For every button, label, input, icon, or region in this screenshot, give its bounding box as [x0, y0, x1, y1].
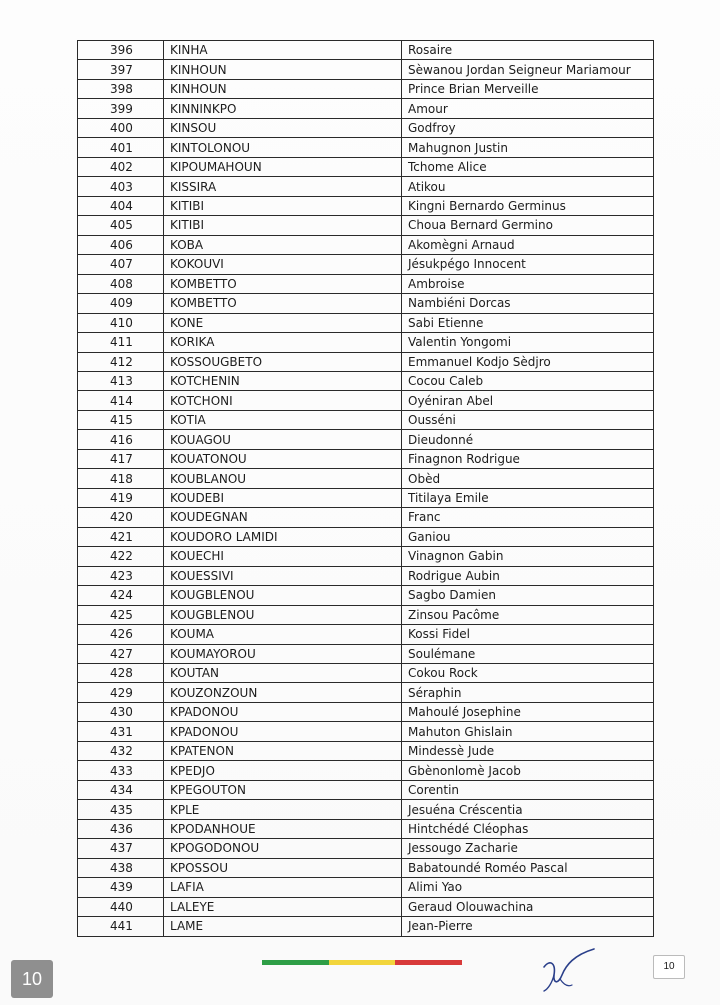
surname-cell: KOUGBLENOU	[164, 586, 402, 605]
surname-cell: KOBA	[164, 235, 402, 254]
table-row	[78, 683, 654, 702]
flag-red-stripe	[395, 960, 462, 965]
surname-cell: KOUBLANOU	[164, 469, 402, 488]
surname-cell: KPADONOU	[164, 702, 402, 721]
row-number-cell: 431	[78, 722, 164, 741]
surname-cell: KOTCHENIN	[164, 371, 402, 390]
table-row	[78, 177, 654, 196]
row-number-cell: 401	[78, 138, 164, 157]
given-name-cell: Corentin	[402, 780, 654, 799]
given-name-cell: Ousséni	[402, 410, 654, 429]
row-number-cell: 426	[78, 625, 164, 644]
surname-cell: KINTOLONOU	[164, 138, 402, 157]
given-name-cell: Séraphin	[402, 683, 654, 702]
table-row	[78, 527, 654, 546]
national-colors-bar	[262, 960, 462, 965]
row-number-cell: 421	[78, 527, 164, 546]
given-name-cell: Akomègni Arnaud	[402, 235, 654, 254]
given-name-cell: Kingni Bernardo Germinus	[402, 196, 654, 215]
table-row	[78, 371, 654, 390]
surname-cell: KITIBI	[164, 196, 402, 215]
surname-cell: KONE	[164, 313, 402, 332]
surname-cell: KOTIA	[164, 410, 402, 429]
table-row	[78, 917, 654, 936]
row-number-cell: 435	[78, 800, 164, 819]
given-name-cell: Rodrigue Aubin	[402, 566, 654, 585]
row-number-cell: 424	[78, 586, 164, 605]
table-row	[78, 566, 654, 585]
row-number-cell: 419	[78, 488, 164, 507]
given-name-cell: Sabi Etienne	[402, 313, 654, 332]
row-number-cell: 430	[78, 702, 164, 721]
row-number-cell: 407	[78, 255, 164, 274]
table-row	[78, 508, 654, 527]
given-name-cell: Valentin Yongomi	[402, 333, 654, 352]
row-number-cell: 400	[78, 118, 164, 137]
row-number-cell: 414	[78, 391, 164, 410]
surname-cell: KOUDEBI	[164, 488, 402, 507]
given-name-cell: Sèwanou Jordan Seigneur Mariamour	[402, 60, 654, 79]
table-row	[78, 897, 654, 916]
row-number-cell: 420	[78, 508, 164, 527]
table-row	[78, 216, 654, 235]
surname-cell: KINNINKPO	[164, 99, 402, 118]
row-number-cell: 438	[78, 858, 164, 877]
table-row	[78, 488, 654, 507]
surname-cell: KISSIRA	[164, 177, 402, 196]
surname-cell: KIPOUMAHOUN	[164, 157, 402, 176]
table-row	[78, 333, 654, 352]
surname-cell: KPADONOU	[164, 722, 402, 741]
table-row	[78, 99, 654, 118]
table-row	[78, 722, 654, 741]
row-number-cell: 404	[78, 196, 164, 215]
surname-cell: KOUESSIVI	[164, 566, 402, 585]
surname-cell: KPEDJO	[164, 761, 402, 780]
table-row	[78, 274, 654, 293]
table-row	[78, 741, 654, 760]
given-name-cell: Jésukpégo Innocent	[402, 255, 654, 274]
given-name-cell: Ganiou	[402, 527, 654, 546]
given-name-cell: Hintchédé Cléophas	[402, 819, 654, 838]
surname-cell: KOTCHONI	[164, 391, 402, 410]
given-name-cell: Finagnon Rodrigue	[402, 449, 654, 468]
row-number-cell: 439	[78, 878, 164, 897]
given-name-cell: Mindessè Jude	[402, 741, 654, 760]
given-name-cell: Ambroise	[402, 274, 654, 293]
surname-cell: KOMBETTO	[164, 294, 402, 313]
table-row	[78, 702, 654, 721]
page-number: 10	[653, 955, 685, 979]
row-number-cell: 413	[78, 371, 164, 390]
table-row	[78, 138, 654, 157]
surname-cell: KOSSOUGBETO	[164, 352, 402, 371]
table-row	[78, 644, 654, 663]
given-name-cell: Godfroy	[402, 118, 654, 137]
row-number-cell: 410	[78, 313, 164, 332]
row-number-cell: 411	[78, 333, 164, 352]
row-number-cell: 440	[78, 897, 164, 916]
surname-cell: KOUECHI	[164, 547, 402, 566]
table-row	[78, 352, 654, 371]
given-name-cell: Oyéniran Abel	[402, 391, 654, 410]
given-name-cell: Amour	[402, 99, 654, 118]
surname-cell: KITIBI	[164, 216, 402, 235]
given-name-cell: Mahoulé Josephine	[402, 702, 654, 721]
row-number-cell: 432	[78, 741, 164, 760]
surname-cell: LAME	[164, 917, 402, 936]
given-name-cell: Nambiéni Dorcas	[402, 294, 654, 313]
surname-cell: KPOGODONOU	[164, 839, 402, 858]
surname-cell: KOUDEGNAN	[164, 508, 402, 527]
surname-cell: KINSOU	[164, 118, 402, 137]
row-number-cell: 418	[78, 469, 164, 488]
row-number-cell: 406	[78, 235, 164, 254]
row-number-cell: 402	[78, 157, 164, 176]
surname-cell: KOMBETTO	[164, 274, 402, 293]
row-number-cell: 416	[78, 430, 164, 449]
given-name-cell: Tchome Alice	[402, 157, 654, 176]
given-name-cell: Rosaire	[402, 41, 654, 60]
given-name-cell: Cocou Caleb	[402, 371, 654, 390]
row-number-cell: 415	[78, 410, 164, 429]
table-row	[78, 313, 654, 332]
row-number-cell: 408	[78, 274, 164, 293]
given-name-cell: Titilaya Emile	[402, 488, 654, 507]
surname-cell: KPLE	[164, 800, 402, 819]
surname-cell: KINHOUN	[164, 60, 402, 79]
flag-yellow-stripe	[329, 960, 396, 965]
row-number-cell: 405	[78, 216, 164, 235]
given-name-cell: Vinagnon Gabin	[402, 547, 654, 566]
row-number-cell: 441	[78, 917, 164, 936]
surname-cell: KOUZONZOUN	[164, 683, 402, 702]
row-number-cell: 399	[78, 99, 164, 118]
surname-cell: KOUMAYOROU	[164, 644, 402, 663]
given-name-cell: Zinsou Pacôme	[402, 605, 654, 624]
table-row	[78, 819, 654, 838]
table-row	[78, 761, 654, 780]
given-name-cell: Cokou Rock	[402, 664, 654, 683]
viewer-page-badge[interactable]: 10	[11, 960, 53, 998]
given-name-cell: Mahuton Ghislain	[402, 722, 654, 741]
handwritten-signature	[540, 945, 600, 995]
flag-green-stripe	[262, 960, 329, 965]
surname-cell: KOKOUVI	[164, 255, 402, 274]
names-table	[77, 40, 654, 937]
given-name-cell: Obèd	[402, 469, 654, 488]
row-number-cell: 437	[78, 839, 164, 858]
row-number-cell: 417	[78, 449, 164, 468]
given-name-cell: Kossi Fidel	[402, 625, 654, 644]
table-row	[78, 196, 654, 215]
surname-cell: KOUGBLENOU	[164, 605, 402, 624]
table-row	[78, 605, 654, 624]
given-name-cell: Choua Bernard Germino	[402, 216, 654, 235]
row-number-cell: 409	[78, 294, 164, 313]
row-number-cell: 396	[78, 41, 164, 60]
table-row	[78, 391, 654, 410]
surname-cell: KORIKA	[164, 333, 402, 352]
given-name-cell: Prince Brian Merveille	[402, 79, 654, 98]
row-number-cell: 422	[78, 547, 164, 566]
surname-cell: LALEYE	[164, 897, 402, 916]
row-number-cell: 403	[78, 177, 164, 196]
surname-cell: KPATENON	[164, 741, 402, 760]
given-name-cell: Jean-Pierre	[402, 917, 654, 936]
given-name-cell: Sagbo Damien	[402, 586, 654, 605]
surname-cell: KOUMA	[164, 625, 402, 644]
table-row	[78, 586, 654, 605]
surname-cell: KOUATONOU	[164, 449, 402, 468]
table-row	[78, 60, 654, 79]
surname-cell: KOUDORO LAMIDI	[164, 527, 402, 546]
table-row	[78, 858, 654, 877]
table-row	[78, 255, 654, 274]
table-row	[78, 469, 654, 488]
table-row	[78, 118, 654, 137]
row-number-cell: 423	[78, 566, 164, 585]
table-row	[78, 547, 654, 566]
surname-cell: KPODANHOUE	[164, 819, 402, 838]
table-row	[78, 430, 654, 449]
given-name-cell: Gbènonlomè Jacob	[402, 761, 654, 780]
table-row	[78, 839, 654, 858]
table-row	[78, 625, 654, 644]
given-name-cell: Soulémane	[402, 644, 654, 663]
table-row	[78, 79, 654, 98]
given-name-cell: Emmanuel Kodjo Sèdjro	[402, 352, 654, 371]
row-number-cell: 427	[78, 644, 164, 663]
given-name-cell: Jessougo Zacharie	[402, 839, 654, 858]
given-name-cell: Dieudonné	[402, 430, 654, 449]
surname-cell: KINHOUN	[164, 79, 402, 98]
table-row	[78, 878, 654, 897]
surname-cell: KOUAGOU	[164, 430, 402, 449]
row-number-cell: 434	[78, 780, 164, 799]
table-row	[78, 780, 654, 799]
given-name-cell: Jesuéna Créscentia	[402, 800, 654, 819]
given-name-cell: Atikou	[402, 177, 654, 196]
table-row	[78, 294, 654, 313]
table-row	[78, 410, 654, 429]
table-row	[78, 41, 654, 60]
row-number-cell: 398	[78, 79, 164, 98]
row-number-cell: 428	[78, 664, 164, 683]
given-name-cell: Babatoundé Roméo Pascal	[402, 858, 654, 877]
given-name-cell: Franc	[402, 508, 654, 527]
given-name-cell: Alimi Yao	[402, 878, 654, 897]
surname-cell: KPOSSOU	[164, 858, 402, 877]
table-row	[78, 800, 654, 819]
given-name-cell: Geraud Olouwachina	[402, 897, 654, 916]
row-number-cell: 436	[78, 819, 164, 838]
row-number-cell: 429	[78, 683, 164, 702]
row-number-cell: 397	[78, 60, 164, 79]
row-number-cell: 425	[78, 605, 164, 624]
surname-cell: LAFIA	[164, 878, 402, 897]
table-row	[78, 157, 654, 176]
row-number-cell: 412	[78, 352, 164, 371]
surname-cell: KINHA	[164, 41, 402, 60]
surname-cell: KPEGOUTON	[164, 780, 402, 799]
row-number-cell: 433	[78, 761, 164, 780]
table-row	[78, 235, 654, 254]
table-row	[78, 664, 654, 683]
given-name-cell: Mahugnon Justin	[402, 138, 654, 157]
table-row	[78, 449, 654, 468]
names-table-body	[78, 41, 654, 937]
surname-cell: KOUTAN	[164, 664, 402, 683]
